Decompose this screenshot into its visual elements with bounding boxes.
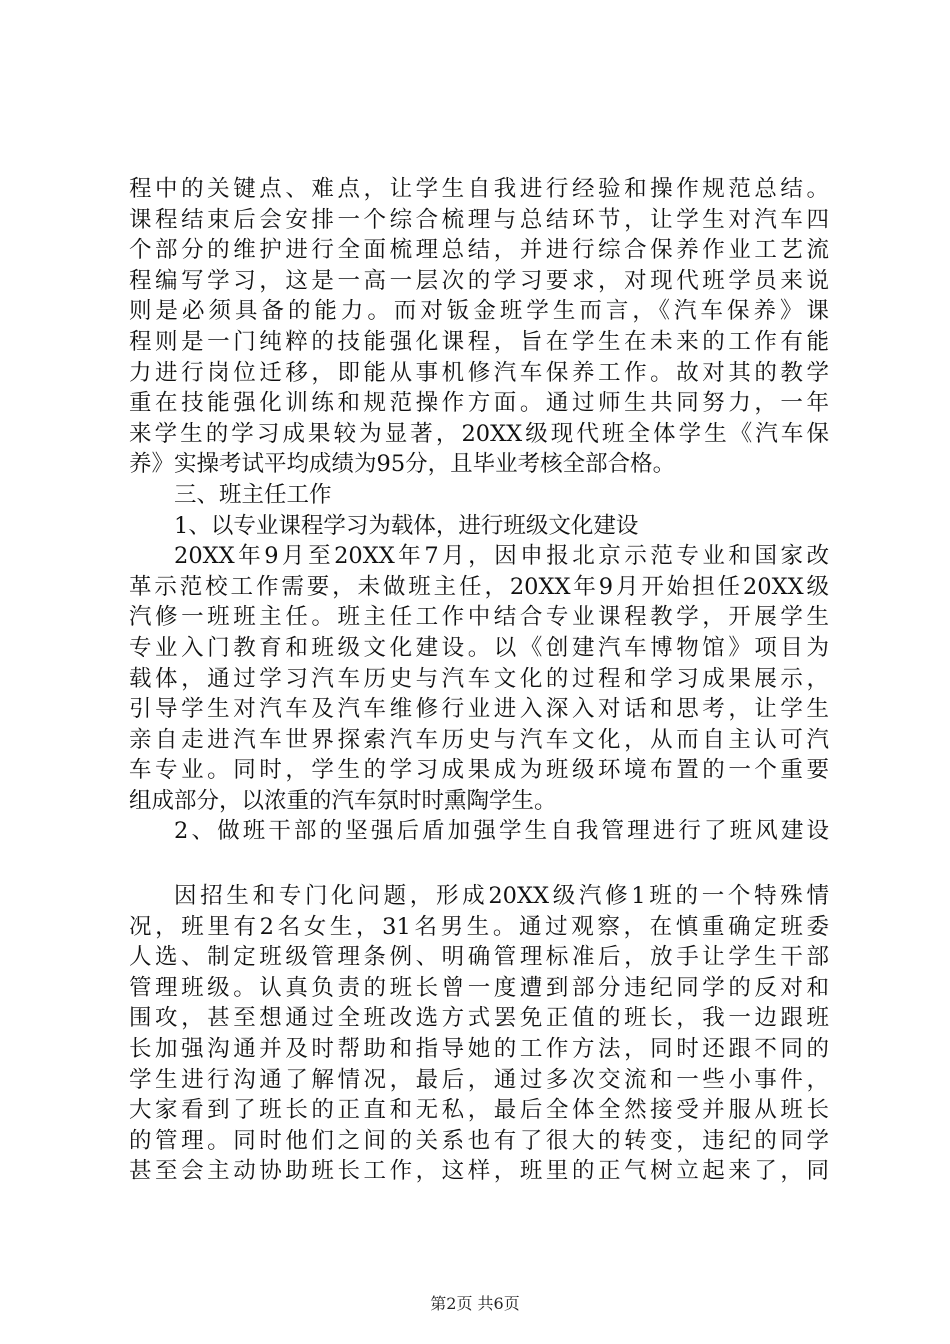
text-line: 引导学生对汽车及汽车维修行业进入深入对话和思考，让学生 (129, 696, 829, 723)
text-line: 的管理。同时他们之间的关系也有了很大的转变，违纪的同学 (129, 1127, 829, 1154)
text-line: 因招生和专门化问题，形成20XX级汽修1班的一个特殊情 (174, 883, 829, 910)
text-line: 来学生的学习成果较为显著，20XX级现代班全体学生《汽车保 (129, 420, 829, 447)
text-line: 革示范校工作需要，未做班主任，20XX年9月开始担任20XX级 (129, 573, 829, 600)
text-line: 个部分的维护进行全面梳理总结，并进行综合保养作业工艺流 (129, 237, 829, 264)
subsection-heading: 1、以专业课程学习为载体，进行班级文化建设 (174, 512, 639, 539)
text-line: 车专业。同时，学生的学习成果成为班级环境布置的一个重要 (129, 757, 829, 784)
section-heading: 三、班主任工作 (174, 481, 332, 508)
text-line: 课程结束后会安排一个综合梳理与总结环节，让学生对汽车四 (129, 206, 829, 233)
text-line: 长加强沟通并及时帮助和指导她的工作方法，同时还跟不同的 (129, 1036, 829, 1063)
text-line: 程则是一门纯粹的技能强化课程，旨在学生在未来的工作有能 (129, 328, 829, 355)
text-line: 围攻，甚至想通过全班改选方式罢免正值的班长，我一边跟班 (129, 1005, 829, 1032)
subsection-heading: 2、做班干部的坚强后盾加强学生自我管理进行了班风建设 (174, 818, 829, 845)
text-line: 管理班级。认真负责的班长曾一度遭到部分违纪同学的反对和 (129, 974, 829, 1001)
document-body (129, 174, 829, 1187)
text-line: 亲自走进汽车世界探索汽车历史与汽车文化，从而自主认可汽 (129, 726, 829, 753)
text-line: 专业入门教育和班级文化建设。以《创建汽车博物馆》项目为 (129, 634, 829, 661)
text-line: 则是必须具备的能力。而对钣金班学生而言，《汽车保养》课 (129, 298, 829, 325)
text-line: 养》实操考试平均成绩为95分，且毕业考核全部合格。 (129, 451, 676, 478)
text-line: 20XX年9月至20XX年7月，因申报北京示范专业和国家改 (174, 543, 829, 570)
text-line: 人选、制定班级管理条例、明确管理标准后，放手让学生干部 (129, 944, 829, 971)
text-line: 重在技能强化训练和规范操作方面。通过师生共同努力，一年 (129, 390, 829, 417)
paragraph-gap (129, 847, 829, 881)
text-line: 程编写学习，这是一高一层次的学习要求，对现代班学员来说 (129, 267, 829, 294)
text-line: 况，班里有2名女生，31名男生。通过观察，在慎重确定班委 (129, 913, 829, 940)
text-line: 大家看到了班长的正直和无私，最后全体全然接受并服从班长 (129, 1097, 829, 1124)
text-line: 载体，通过学习汽车历史与汽车文化的过程和学习成果展示， (129, 665, 829, 692)
page-number-footer: 第2页 共6页 (430, 1294, 520, 1313)
text-line: 力进行岗位迁移，即能从事机修汽车保养工作。故对其的教学 (129, 359, 829, 386)
text-line: 组成部分，以浓重的汽车氛时时熏陶学生。 (129, 787, 557, 814)
text-line: 汽修一班班主任。班主任工作中结合专业课程教学，开展学生 (129, 604, 829, 631)
text-line: 程中的关键点、难点，让学生自我进行经验和操作规范总结。 (129, 176, 829, 202)
text-line: 学生进行沟通了解情况，最后，通过多次交流和一些小事件， (129, 1066, 829, 1093)
text-line: 甚至会主动协助班长工作，这样，班里的正气树立起来了，同 (129, 1158, 829, 1185)
